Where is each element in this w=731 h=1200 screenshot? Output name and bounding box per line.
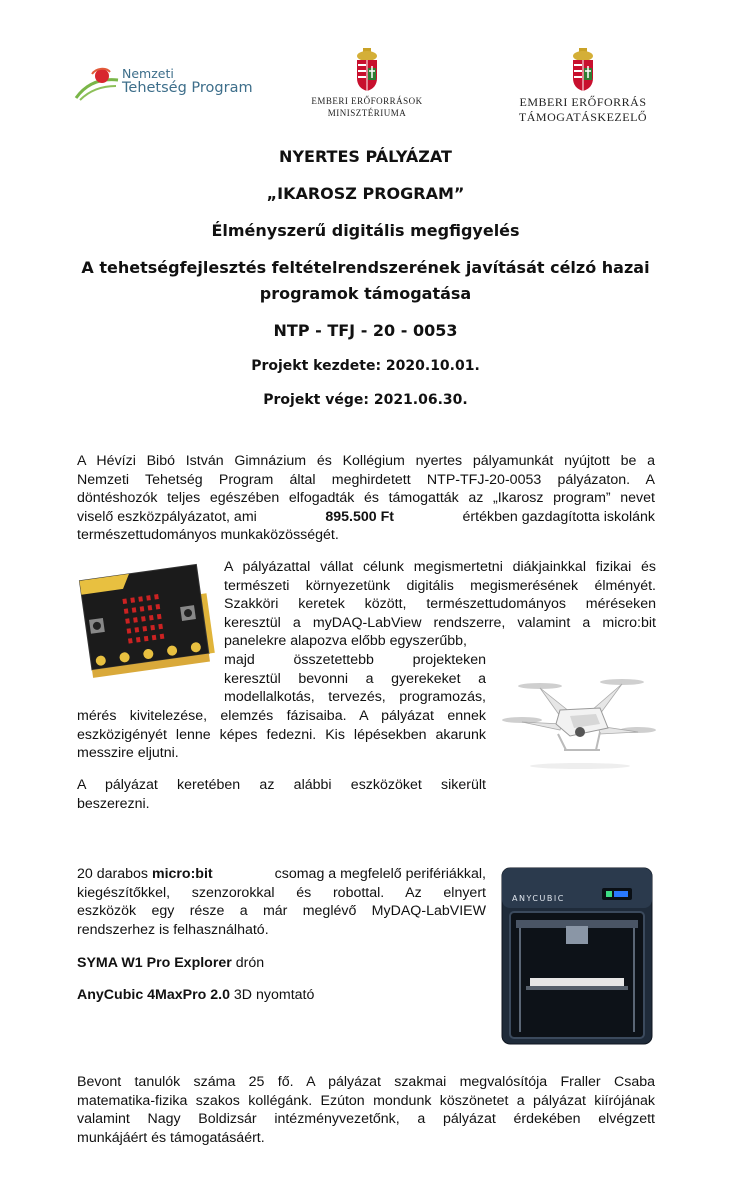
paragraph-acquired bbox=[77, 776, 486, 813]
text-line: Szakköri keretek között, természettudományos méréseken bbox=[224, 596, 656, 613]
heading-description-line1: A tehetségfejlesztés feltételrendszerének javítását célzó hazai bbox=[81, 258, 650, 277]
paragraph-goals-continued bbox=[77, 707, 486, 763]
drone-image bbox=[500, 672, 658, 772]
text-line: eszközök egy része a már meglévő MyDAQ-LabVIEW bbox=[77, 903, 486, 920]
text-line: keresztül bevonni a gyerekeket a bbox=[224, 670, 486, 687]
text-segment: viselő eszközpályázatot, ami bbox=[77, 508, 257, 525]
ntp-logo-line2: Tehetség Program bbox=[122, 80, 253, 96]
text-line: rendszerhez is felhasználható. bbox=[77, 921, 269, 938]
heading-program-name: „IKAROSZ PROGRAM” bbox=[266, 184, 465, 203]
text-line bbox=[77, 508, 655, 527]
printer-name: AnyCubic 4MaxPro 2.0 bbox=[77, 987, 230, 1003]
text-line: messzire eljutni. bbox=[77, 745, 179, 762]
text-segment: értékben gazdagította iskolánk bbox=[462, 508, 655, 525]
text-line: kiegészítőkkel, szenzorokkal és robottal. Az elnyert bbox=[77, 884, 486, 901]
text-line: természettudományos munkaközösségét. bbox=[77, 527, 339, 544]
paragraph-microbit bbox=[77, 865, 486, 939]
emet-logo-line2: TÁMOGATÁSKEZELŐ bbox=[518, 110, 648, 124]
text-line bbox=[77, 865, 486, 884]
text-line: természeti környezetünk digitális megismerésének élményét. bbox=[224, 577, 656, 594]
text-line: A pályázattal vállat célunk megismertetni diákjainkkal fizikai és bbox=[224, 559, 656, 575]
text-line: beszerezni. bbox=[77, 795, 150, 812]
text-line: A Hévízi Bibó István Gimnázium és Kollégium nyertes pályamunkát nyújtott be a bbox=[77, 453, 655, 469]
text-line: mérés kivitelezése, elemzés fázisaiba. A pályázat ennek bbox=[77, 708, 486, 724]
heading-description-line2: programok támogatása bbox=[259, 284, 472, 303]
text-line: panelekre alapozva előbb egyszerűbb, bbox=[224, 633, 467, 650]
emmi-logo-line2: MINISZTÉRIUMA bbox=[327, 108, 407, 118]
ntp-logo-line1: Nemzeti bbox=[122, 66, 174, 81]
emmi-logo bbox=[302, 48, 432, 124]
item-drone bbox=[77, 954, 264, 973]
drone-name: SYMA W1 Pro Explorer bbox=[77, 955, 232, 971]
text-line: döntéshozók teljes egészében elfogadták és támogatták az „Ikarosz program” nevet bbox=[77, 490, 655, 507]
amount: 895.500 Ft bbox=[325, 508, 394, 525]
text-line: keresztül a myDAQ-LabView rendszerre, valamint a micro:bit bbox=[224, 614, 656, 631]
text-line: modellalkotás, tervezés, programozás, bbox=[224, 689, 486, 706]
printer-type: 3D nyomtató bbox=[233, 987, 315, 1003]
text-line: A pályázat keretében az alábbi eszközöket sikerült bbox=[77, 777, 486, 793]
paragraph-intro bbox=[77, 452, 655, 545]
emet-logo-line1: EMBERI ERŐFORRÁS bbox=[519, 95, 647, 109]
paragraph-closing bbox=[77, 1073, 655, 1147]
text-line: munkájáért és támogatásáért. bbox=[77, 1129, 265, 1146]
ntp-logo bbox=[72, 64, 252, 104]
text-segment: csomag a megfelelő perifériákkal, bbox=[274, 866, 486, 882]
microbit-image bbox=[76, 562, 216, 684]
text-line: majd összetettebb projekteken bbox=[224, 651, 486, 668]
ntp-swoosh-icon bbox=[72, 64, 124, 104]
project-start: Projekt kezdete: 2020.10.01. bbox=[251, 358, 480, 374]
text-segment bbox=[77, 865, 213, 884]
coat-of-arms-icon bbox=[354, 48, 380, 92]
heading-winning-application: NYERTES PÁLYÁZAT bbox=[279, 147, 452, 166]
microbit-label: micro:bit bbox=[151, 866, 213, 882]
text-line: matematika-fizika szakos kollégánk. Ezúton mondunk köszönetet a pályázat kiírójának bbox=[77, 1092, 655, 1109]
project-code: NTP - TFJ - 20 - 0053 bbox=[273, 321, 458, 340]
item-printer bbox=[77, 986, 314, 1005]
drone-type: drón bbox=[235, 955, 265, 971]
printer-brand: ANYCUBIC bbox=[512, 894, 565, 903]
project-end: Projekt vége: 2021.06.30. bbox=[263, 392, 468, 408]
printer-image bbox=[496, 866, 658, 1048]
text-line: eszközigényét lenne képes fedezni. Kis lépésekben akarunk bbox=[77, 726, 486, 743]
text-line: Nemzeti Tehetség Program által meghirdetett NTP-TFJ-20-0053 pályázaton. A bbox=[77, 471, 655, 488]
text-line: valamint Nagy Boldizsár intézményvezetőnk, a pályázat érdekében elvégzett bbox=[77, 1111, 655, 1128]
coat-of-arms-icon bbox=[570, 48, 596, 92]
text-segment: 20 darabos bbox=[77, 866, 148, 882]
emet-logo bbox=[508, 48, 658, 128]
emmi-logo-line1: EMBERI ERŐFORRÁSOK bbox=[311, 96, 423, 106]
text-line: Bevont tanulók száma 25 fő. A pályázat szakmai megvalósítója Fraller Csaba bbox=[77, 1074, 655, 1090]
heading-subtitle: Élményszerű digitális megfigyelés bbox=[211, 221, 520, 240]
